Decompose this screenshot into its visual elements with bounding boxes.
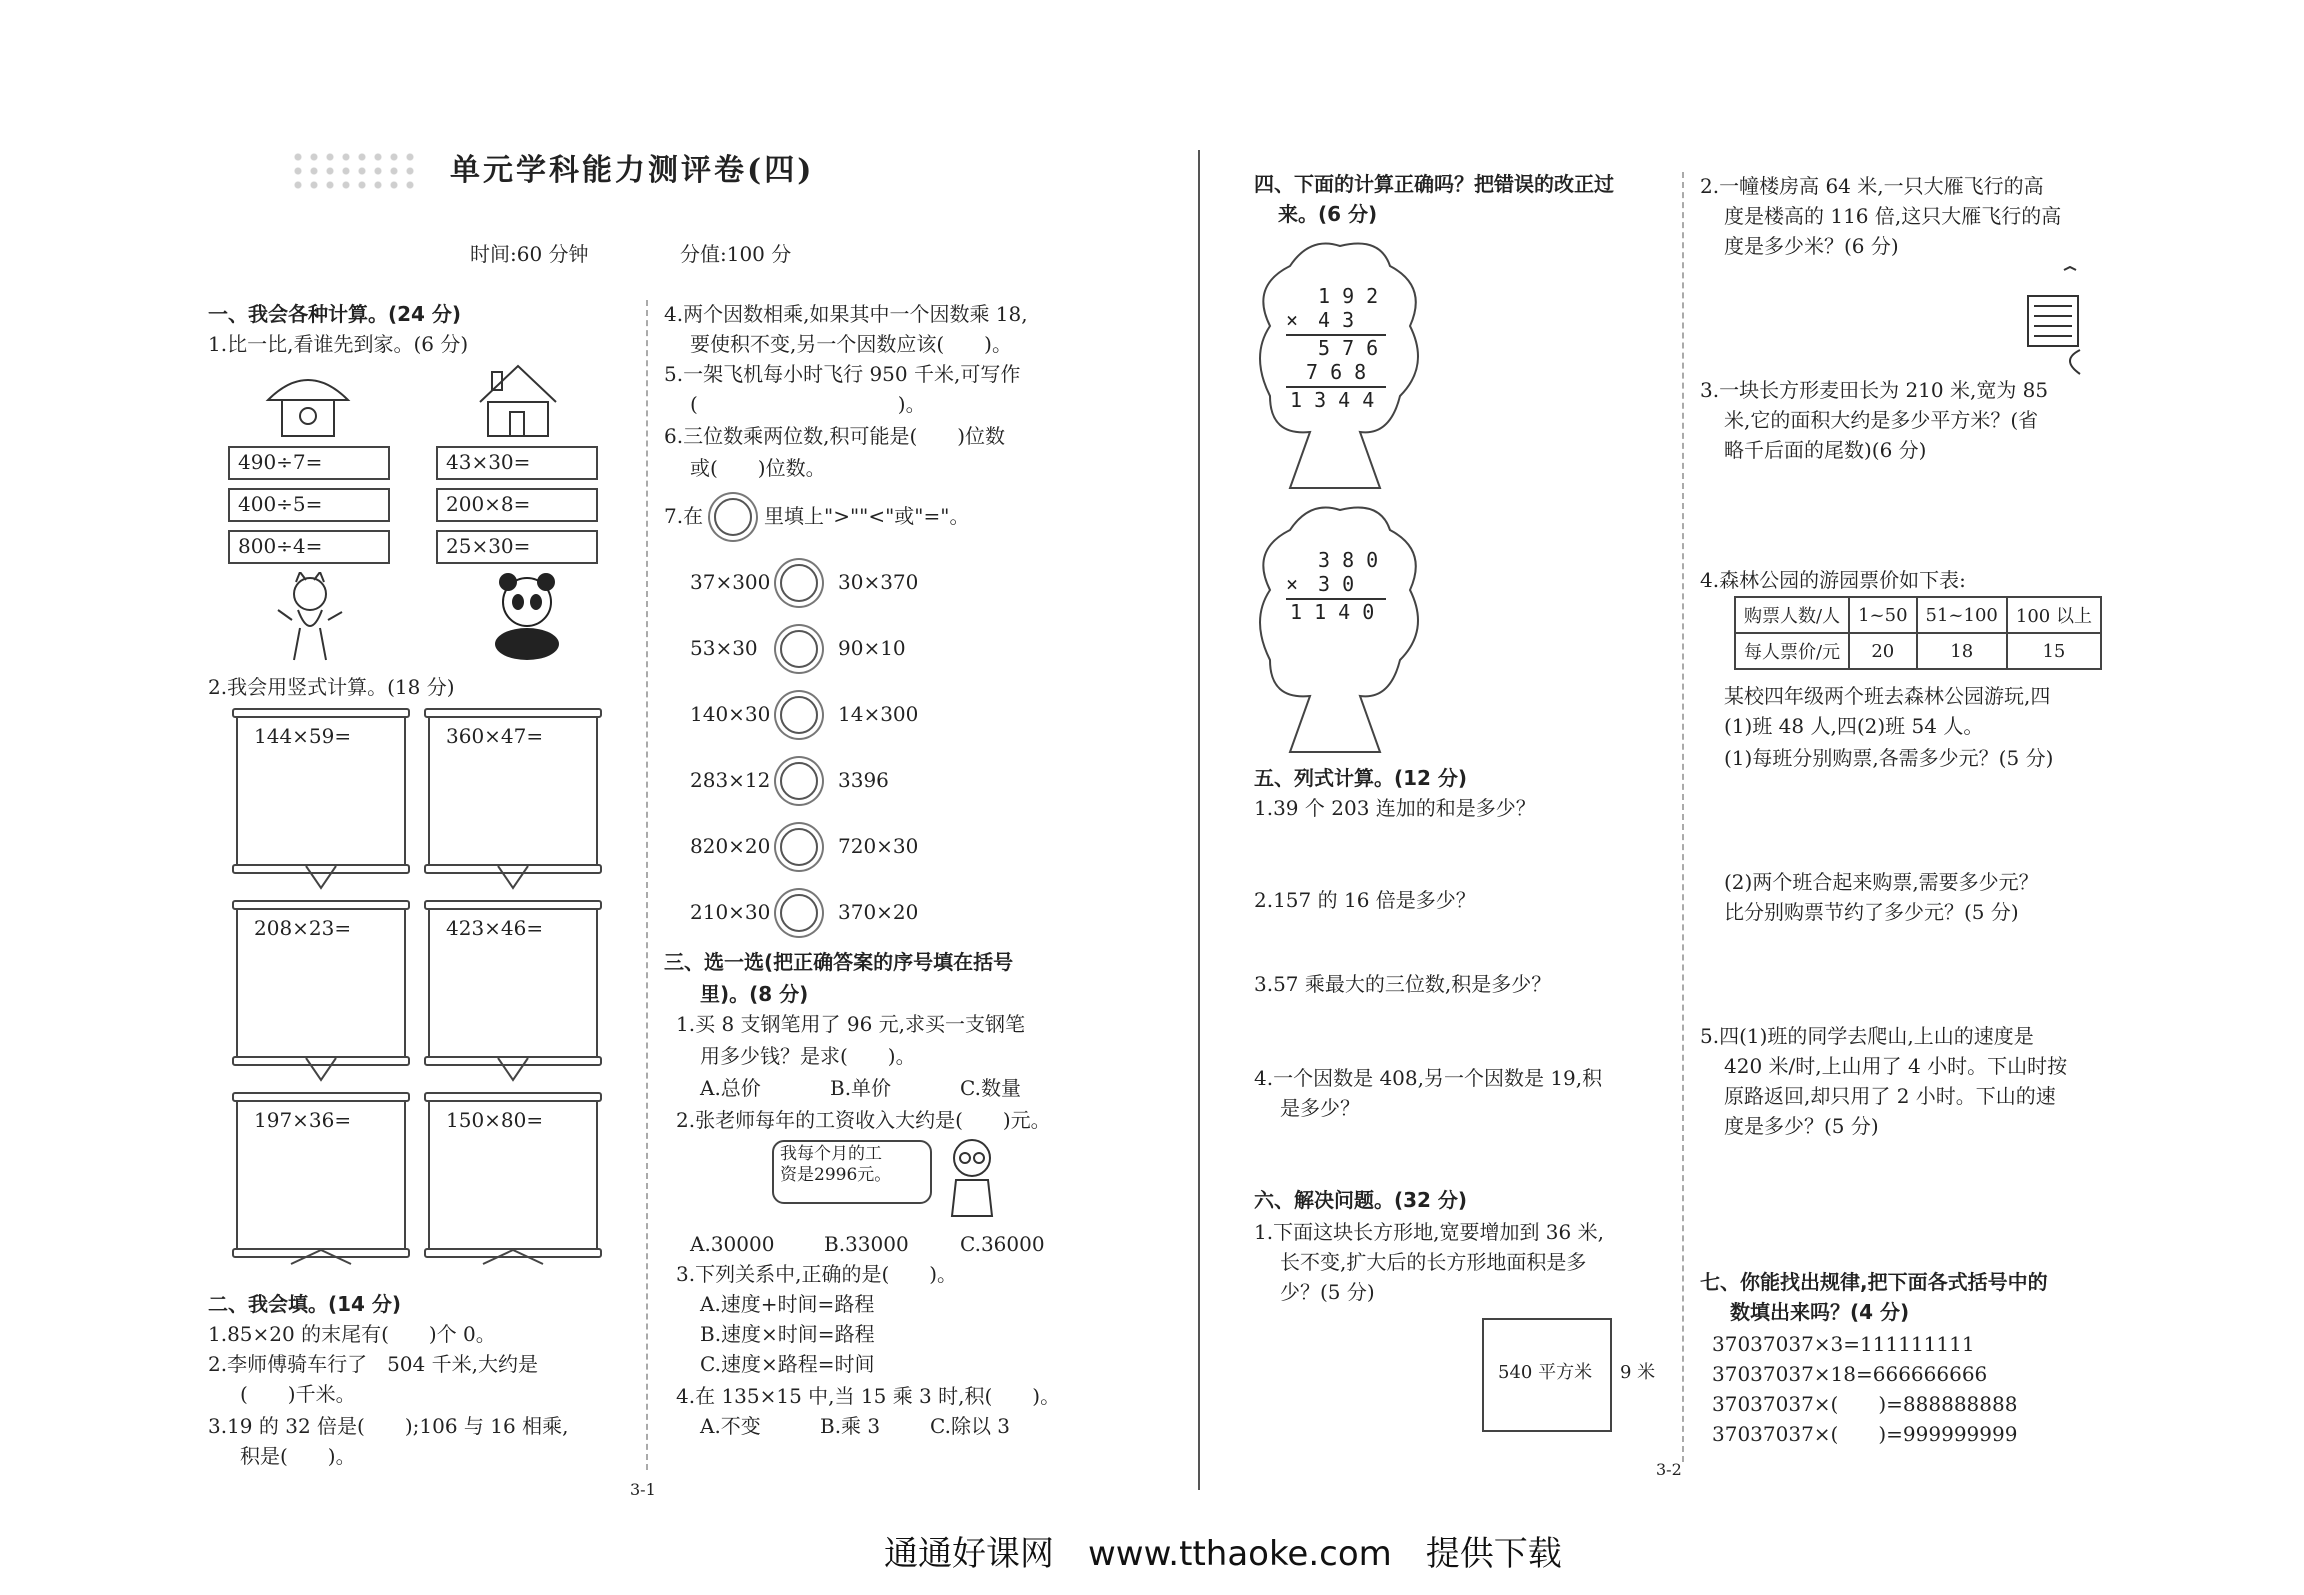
compare-right: 720×30	[838, 834, 919, 858]
column-divider	[646, 300, 648, 1470]
calc-expr: 400÷5=	[238, 492, 323, 516]
decor-dots	[290, 150, 420, 190]
list-calc-3: 3.57 乘最大的三位数,积是多少？	[1254, 972, 1552, 996]
vertical-calc-expr: 423×46=	[446, 916, 544, 940]
vertical-calc-expr: 197×36=	[254, 1108, 352, 1132]
section-7-heading-a: 七、你能找出规律,把下面各式括号中的	[1700, 1270, 2048, 1294]
calc-expr: 200×8=	[446, 492, 531, 516]
section-6-heading: 六、解决问题。(32 分)	[1254, 1188, 1468, 1212]
vertical-calc-expr: 208×23=	[254, 916, 352, 940]
problem-4c: (1)每班分别购票,各需多少元？(5 分)	[1724, 746, 2054, 770]
compare-left: 140×30	[690, 702, 771, 726]
problem-3a: 3.一块长方形麦田长为 210 米,宽为 85	[1700, 378, 2049, 402]
section-3-heading-a: 三、选一选(把正确答案的序号填在括号	[664, 950, 1014, 974]
compare-right: 14×300	[838, 702, 919, 726]
ticket-price-table	[1734, 596, 2102, 670]
table-cell: 20	[1849, 633, 1916, 669]
compare-circle-input[interactable]	[780, 894, 818, 932]
compare-right: 3396	[838, 768, 889, 792]
problem-1c: 少？(5 分)	[1280, 1280, 1375, 1304]
choice-3: 3.下列关系中,正确的是( )。	[676, 1262, 958, 1286]
choice-4: 4.在 135×15 中,当 15 乘 3 时,积( )。	[676, 1384, 1061, 1408]
compare-right: 370×20	[838, 900, 919, 924]
calc-line: 7 6 8	[1306, 360, 1367, 384]
calc-box[interactable]	[436, 530, 598, 564]
table-row	[1735, 633, 2101, 669]
list-calc-2: 2.157 的 16 倍是多少？	[1254, 888, 1476, 912]
problem-4d: (2)两个班合起来购票,需要多少元？	[1724, 870, 2039, 894]
fill-1: 1.85×20 的末尾有( )个 0。	[208, 1322, 496, 1346]
problem-4e: 比分别购票节约了多少元？(5 分)	[1724, 900, 2019, 924]
choice-1a: 1.买 8 支钢笔用了 96 元,求买一支钢笔	[676, 1012, 1026, 1036]
list-calc-1: 1.39 个 203 连加的和是多少？	[1254, 796, 1536, 820]
vertical-calc-expr: 150×80=	[446, 1108, 544, 1132]
column-divider	[1682, 172, 1684, 1462]
fill-2a: 2.李师傅骑车行了 504 千米,大约是	[208, 1352, 538, 1376]
problem-5d: 度是多少？(5 分)	[1724, 1114, 1879, 1138]
calc-line: 1 3 4 4	[1290, 388, 1375, 412]
compare-circle-input[interactable]	[780, 564, 818, 602]
calc-box[interactable]	[228, 446, 390, 480]
section-4-heading-b: 来。(6 分)	[1278, 202, 1378, 226]
fill-6a: 6.三位数乘两位数,积可能是( )位数	[664, 424, 1006, 448]
pattern-line: 37037037×3=111111111	[1712, 1332, 1975, 1356]
problem-4b: (1)班 48 人,四(2)班 54 人。	[1724, 714, 1984, 738]
house-icon	[470, 362, 566, 440]
bubble-line-2: 资是2996元。	[780, 1165, 892, 1186]
footer-download-note: 通通好课网 www.tthaoke.com 提供下载	[884, 1534, 1562, 1574]
compare-right: 90×10	[838, 636, 906, 660]
panda-icon	[482, 572, 572, 662]
calc-box[interactable]	[228, 530, 390, 564]
score-label: 分值:100 分	[680, 242, 792, 266]
problem-3b: 米,它的面积大约是多少平方米？(省	[1724, 408, 2039, 432]
section-7-heading-b: 数填出来吗？(4 分)	[1730, 1300, 1910, 1324]
choice-1-option[interactable]: B.单价	[830, 1076, 892, 1100]
problem-5a: 5.四(1)班的同学去爬山,上山的速度是	[1700, 1024, 2034, 1048]
problem-5b: 420 米/时,上山用了 4 小时。下山时按	[1724, 1054, 2068, 1078]
compare-right: 30×370	[838, 570, 919, 594]
fill-3a: 3.19 的 32 倍是( );106 与 16 相乘,	[208, 1414, 569, 1438]
choice-2: 2.张老师每年的工资收入大约是( )元。	[676, 1108, 1051, 1132]
calc-expr: 25×30=	[446, 534, 531, 558]
compare-circle-input[interactable]	[780, 630, 818, 668]
table-cell: 1~50	[1849, 597, 1916, 633]
problem-2c: 度是多少米？(6 分)	[1724, 234, 1899, 258]
list-calc-4b: 是多少？	[1280, 1096, 1360, 1120]
compare-circle-input[interactable]	[780, 828, 818, 866]
calc-box[interactable]	[436, 446, 598, 480]
building-icon	[2014, 266, 2094, 376]
table-cell: 购票人数/人	[1735, 597, 1849, 633]
pattern-line: 37037037×( )=888888888	[1712, 1392, 2018, 1416]
cat-icon	[270, 572, 350, 664]
q1-text: 1.比一比,看谁先到家。(6 分)	[208, 332, 469, 356]
calc-line: 3 8 0	[1318, 548, 1379, 572]
fill-6b: 或( )位数。	[690, 456, 826, 480]
section-5-heading: 五、列式计算。(12 分)	[1254, 766, 1468, 790]
choice-3-option[interactable]: C.速度×路程=时间	[700, 1352, 875, 1376]
compare-left: 53×30	[690, 636, 758, 660]
bubble-line-1: 我每个月的工	[780, 1144, 882, 1164]
time-label: 时间:60 分钟	[470, 242, 589, 266]
fill-5b: ( )。	[690, 392, 926, 416]
table-cell: 51~100	[1917, 597, 2007, 633]
choice-1-option[interactable]: C.数量	[960, 1076, 1021, 1100]
section-2-heading: 二、我会填。(14 分)	[208, 1292, 402, 1316]
calc-line: 1 9 2	[1318, 284, 1379, 308]
vertical-calc-expr: 144×59=	[254, 724, 352, 748]
easel-legs	[236, 866, 606, 1286]
pattern-line: 37037037×18=666666666	[1712, 1362, 1988, 1386]
table-cell: 每人票价/元	[1735, 633, 1849, 669]
fill-3b: 积是( )。	[240, 1444, 356, 1468]
problem-2b: 度是楼高的 116 倍,这只大雁飞行的高	[1724, 204, 2062, 228]
problem-5c: 原路返回,却只用了 2 小时。下山的速	[1724, 1084, 2056, 1108]
rectangle-diagram	[1482, 1318, 1612, 1432]
page-number-left: 3-1	[630, 1480, 656, 1499]
teacher-icon	[942, 1136, 1002, 1232]
table-cell: 18	[1917, 633, 2007, 669]
calc-expr: 490÷7=	[238, 450, 323, 474]
choice-3-option[interactable]: A.速度+时间=路程	[700, 1292, 875, 1316]
choice-4-option[interactable]: B.乘 3	[820, 1414, 881, 1438]
page-number-right: 3-2	[1656, 1460, 1682, 1479]
calc-line: 1 1 4 0	[1290, 600, 1375, 624]
list-calc-4a: 4.一个因数是 408,另一个因数是 19,积	[1254, 1066, 1603, 1090]
vertical-calc-board[interactable]	[428, 716, 598, 866]
vertical-calc-expr: 360×47=	[446, 724, 544, 748]
calc-expr: 800÷4=	[238, 534, 323, 558]
tree-shape-icon	[1250, 500, 1430, 760]
fill-4a: 4.两个因数相乘,如果其中一个因数乘 18,	[664, 302, 1028, 326]
compare-circle-input[interactable]	[780, 696, 818, 734]
section-4-heading-a: 四、下面的计算正确吗？把错误的改正过	[1254, 172, 1614, 196]
choice-1-option[interactable]: A.总价	[700, 1076, 761, 1100]
compare-left: 37×300	[690, 570, 771, 594]
choice-2-option[interactable]: B.33000	[824, 1232, 909, 1256]
problem-3c: 略千后面的尾数)(6 分)	[1724, 438, 1927, 462]
section-3-heading-b: 里)。(8 分)	[700, 982, 809, 1006]
table-cell: 100 以上	[2007, 597, 2101, 633]
problem-4: 4.森林公园的游园票价如下表:	[1700, 568, 1966, 592]
choice-3-option[interactable]: B.速度×时间=路程	[700, 1322, 875, 1346]
calc-line: 5 7 6	[1318, 336, 1379, 360]
vertical-calc-board[interactable]	[236, 716, 406, 866]
problem-2a: 2.一幢楼房高 64 米,一只大雁飞行的高	[1700, 174, 2044, 198]
table-cell: 15	[2007, 633, 2101, 669]
choice-4-option[interactable]: C.除以 3	[930, 1414, 1011, 1438]
compare-circle-input[interactable]	[780, 762, 818, 800]
rectangle-width: 9 米	[1620, 1362, 1656, 1383]
calc-box[interactable]	[436, 488, 598, 522]
mushroom-house-icon	[260, 370, 356, 440]
rectangle-area: 540 平方米	[1498, 1362, 1593, 1383]
fill-2b: ( )千米。	[240, 1382, 356, 1406]
compare-left: 820×20	[690, 834, 771, 858]
page-title: 单元学科能力测评卷(四)	[450, 153, 815, 188]
table-header-row	[1735, 597, 2101, 633]
fill-5a: 5.一架飞机每小时飞行 950 千米,可写作	[664, 362, 1021, 386]
problem-1a: 1.下面这块长方形地,宽要增加到 36 米,	[1254, 1220, 1604, 1244]
section-1-heading: 一、我会各种计算。(24 分)	[208, 302, 462, 326]
problem-4a: 某校四年级两个班去森林公园游玩,四	[1724, 684, 2051, 708]
pattern-line: 37037037×( )=999999999	[1712, 1422, 2018, 1446]
q2-text: 2.我会用竖式计算。(18 分)	[208, 675, 455, 699]
choice-2-option[interactable]: A.30000	[690, 1232, 775, 1256]
compare-circle-icon	[714, 498, 752, 536]
page-divider	[1198, 150, 1200, 1490]
calc-line: × 4 3	[1286, 308, 1355, 332]
calc-line: × 3 0	[1286, 572, 1355, 596]
choice-4-option[interactable]: A.不变	[700, 1414, 761, 1438]
compare-left: 283×12	[690, 768, 771, 792]
speech-bubble	[772, 1140, 932, 1204]
calc-expr: 43×30=	[446, 450, 531, 474]
compare-left: 210×30	[690, 900, 771, 924]
choice-1b: 用多少钱？是求( )。	[700, 1044, 916, 1068]
fill-7b: 里填上">""<"或"="。	[764, 504, 970, 528]
fill-7a: 7.在	[664, 504, 704, 528]
choice-2-option[interactable]: C.36000	[960, 1232, 1045, 1256]
problem-1b: 长不变,扩大后的长方形地面积是多	[1280, 1250, 1587, 1274]
calc-box[interactable]	[228, 488, 390, 522]
fill-4b: 要使积不变,另一个因数应该( )。	[690, 332, 1012, 356]
